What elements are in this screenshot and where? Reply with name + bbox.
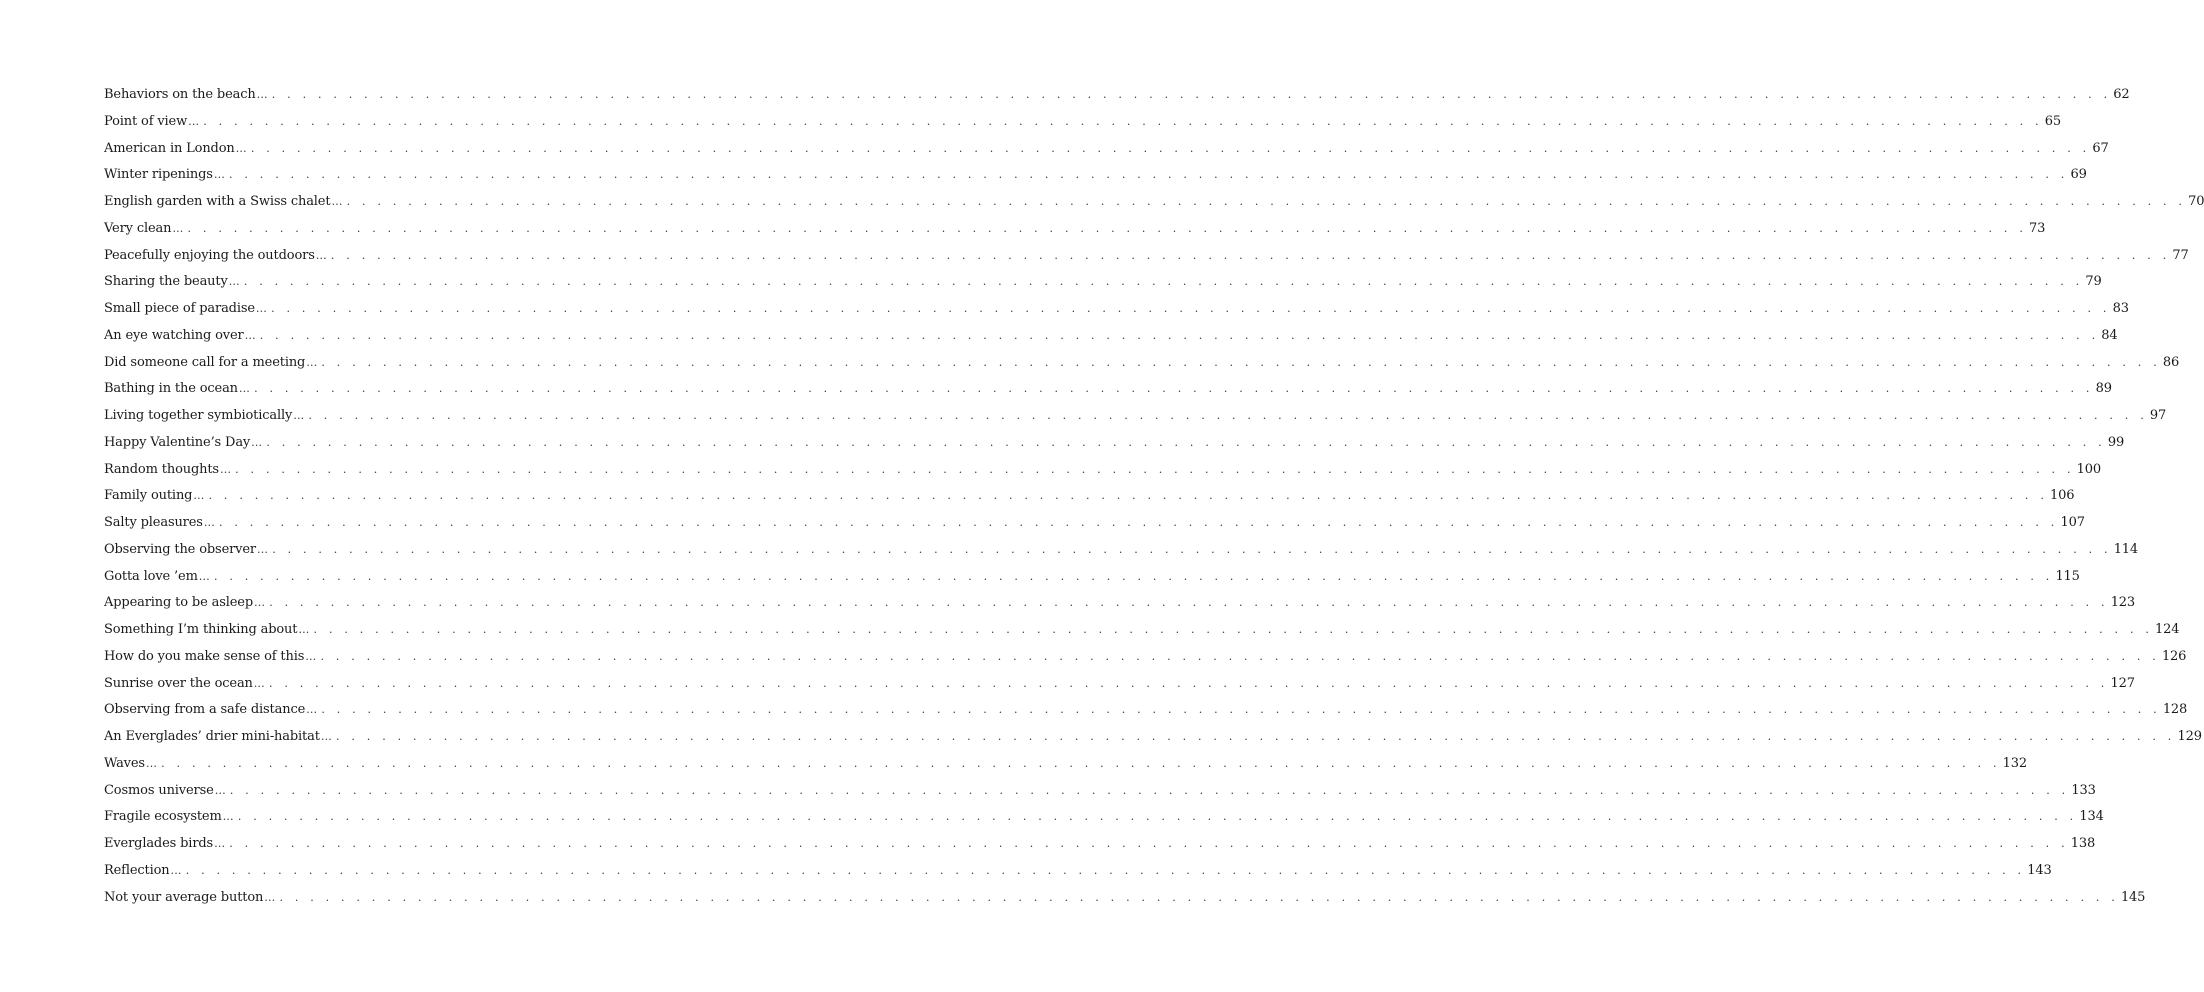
toc-entry-page-number: 128 — [2162, 702, 2188, 718]
toc-entry-page-number: 97 — [2149, 408, 2167, 423]
dot-leader: …. . . . . . . . . . . . . . . . . . . . . . . . . . . . . . . . . . . . . . . . . . . . . . . . . . . . . . . . . . . . . . . . . . . . . . . . . . . . . . . . . . . . . . . . . . . . . . . . . . . . . . . . . . . . . . . . . . . . . . . . — [244, 328, 2100, 342]
toc-entry-page-number: 77 — [2172, 247, 2189, 263]
toc-entry-page-number: 62 — [2113, 87, 2130, 102]
toc-entry-title: Salty pleasures — [104, 515, 203, 530]
toc-entry-title: Waves — [104, 755, 145, 771]
toc-entry — [104, 778, 2096, 805]
dot-leader: …. . . . . . . . . . . . . . . . . . . . . . . . . . . . . . . . . . . . . . . . . . . . . . . . . . . . . . . . . . . . . . . . . . . . . . . . . . . . . . . . . . . . . . . . . . . . . . . . . . . . . . . . . . . . . . . . . . . . . . . . — [170, 863, 2026, 877]
toc-entry-page-number: 65 — [2044, 113, 2062, 129]
dot-leader: …. . . . . . . . . . . . . . . . . . . . . . . . . . . . . . . . . . . . . . . . . . . . . . . . . . . . . . . . . . . . . . . . . . . . . . . . . . . . . . . . . . . . . . . . . . . . . . . . . . . . . . . . . . . . . . . . . . . . . . . . — [257, 542, 2112, 556]
toc-entry-page-number: 84 — [2101, 327, 2118, 343]
toc-entry-page-number: 123 — [2110, 595, 2136, 611]
dot-leader: …. . . . . . . . . . . . . . . . . . . . . . . . . . . . . . . . . . . . . . . . . . . . . . . . . . . . . . . . . . . . . . . . . . . . . . . . . . . . . . . . . . . . . . . . . . . . . . . . . . . . . . . . . . . . . . . . . . . . . . . . — [298, 623, 2154, 636]
dot-leader: …. . . . . . . . . . . . . . . . . . . . . . . . . . . . . . . . . . . . . . . . . . . . . . . . . . . . . . . . . . . . . . . . . . . . . . . . . . . . . . . . . . . . . . . . . . . . . . . . . . . . . . . . . . . . . . . . . . . . . . . . — [264, 890, 2119, 904]
dot-leader: …. . . . . . . . . . . . . . . . . . . . . . . . . . . . . . . . . . . . . . . . . . . . . . . . . . . . . . . . . . . . . . . . . . . . . . . . . . . . . . . . . . . . . . . . . . . . . . . . . . . . . . . . . . . . . . . . . . . . . . . . — [203, 516, 2059, 529]
dot-leader: …. . . . . . . . . . . . . . . . . . . . . . . . . . . . . . . . . . . . . . . . . . . . . . . . . . . . . . . . . . . . . . . . . . . . . . . . . . . . . . . . . . . . . . . . . . . . . . . . . . . . . . . . . . . . . . . . . . . . . . . . — [235, 141, 2091, 155]
dot-leader: …. . . . . . . . . . . . . . . . . . . . . . . . . . . . . . . . . . . . . . . . . . . . . . . . . . . . . . . . . . . . . . . . . . . . . . . . . . . . . . . . . . . . . . . . . . . . . . . . . . . . . . . . . . . . . . . . . . . . . . . . — [305, 649, 2160, 663]
toc-entry — [104, 376, 2112, 403]
toc-entry — [104, 858, 2052, 885]
toc-entry-title: An Everglades’ drier mini-habitat — [104, 729, 320, 744]
dot-leader: …. . . . . . . . . . . . . . . . . . . . . . . . . . . . . . . . . . . . . . . . . . . . . . . . . . . . . . . . . . . . . . . . . . . . . . . . . . . . . . . . . . . . . . . . . . . . . . . . . . . . . . . . . . . . . . . . . . . . . . . . — [293, 409, 2148, 422]
toc-entry-title: How do you make sense of this — [104, 648, 305, 664]
toc-entry-page-number: 79 — [2085, 274, 2102, 290]
dot-leader: …. . . . . . . . . . . . . . . . . . . . . . . . . . . . . . . . . . . . . . . . . . . . . . . . . . . . . . . . . . . . . . . . . . . . . . . . . . . . . . . . . . . . . . . . . . . . . . . . . . . . . . . . . . . . . . . . . . . . . . . . — [331, 195, 2187, 208]
toc-entry — [104, 697, 2188, 724]
toc-entry-page-number: 106 — [2050, 488, 2075, 504]
dot-leader: …. . . . . . . . . . . . . . . . . . . . . . . . . . . . . . . . . . . . . . . . . . . . . . . . . . . . . . . . . . . . . . . . . . . . . . . . . . . . . . . . . . . . . . . . . . . . . . . . . . . . . . . . . . . . . . . . . . . . . . . . — [315, 248, 2171, 262]
dot-leader: …. . . . . . . . . . . . . . . . . . . . . . . . . . . . . . . . . . . . . . . . . . . . . . . . . . . . . . . . . . . . . . . . . . . . . . . . . . . . . . . . . . . . . . . . . . . . . . . . . . . . . . . . . . . . . . . . . . . . . . . . — [306, 355, 2161, 369]
dot-leader: …. . . . . . . . . . . . . . . . . . . . . . . . . . . . . . . . . . . . . . . . . . . . . . . . . . . . . . . . . . . . . . . . . . . . . . . . . . . . . . . . . . . . . . . . . . . . . . . . . . . . . . . . . . . . . . . . . . . . . . . . — [222, 810, 2078, 824]
toc-entry — [104, 216, 2046, 243]
toc-entry-title: Sharing the beauty — [104, 274, 228, 290]
toc-entry-page-number: 114 — [2113, 541, 2139, 557]
toc-entry-page-number: 126 — [2161, 648, 2187, 664]
dot-leader: …. . . . . . . . . . . . . . . . . . . . . . . . . . . . . . . . . . . . . . . . . . . . . . . . . . . . . . . . . . . . . . . . . . . . . . . . . . . . . . . . . . . . . . . . . . . . . . . . . . . . . . . . . . . . . . . . . . . . . . . . — [188, 114, 2043, 128]
toc-entry-page-number: 138 — [2070, 836, 2096, 851]
toc-entry-page-number: 143 — [2027, 862, 2052, 878]
toc-entry — [104, 457, 2102, 484]
toc-entry-title: Family outing — [104, 488, 193, 504]
toc-entry — [104, 564, 2080, 591]
toc-entry-title: Did someone call for a meeting — [104, 354, 306, 370]
toc-entry — [104, 483, 2075, 510]
toc-entry-title: Random thoughts — [104, 461, 219, 477]
toc-entry — [104, 724, 2202, 751]
dot-leader: …. . . . . . . . . . . . . . . . . . . . . . . . . . . . . . . . . . . . . . . . . . . . . . . . . . . . . . . . . . . . . . . . . . . . . . . . . . . . . . . . . . . . . . . . . . . . . . . . . . . . . . . . . . . . . . . . . . . . . . . . — [145, 756, 2001, 770]
toc-entry-title: Bathing in the ocean — [104, 381, 238, 397]
dot-leader: …. . . . . . . . . . . . . . . . . . . . . . . . . . . . . . . . . . . . . . . . . . . . . . . . . . . . . . . . . . . . . . . . . . . . . . . . . . . . . . . . . . . . . . . . . . . . . . . . . . . . . . . . . . . . . . . . . . . . . . . . — [320, 730, 2176, 743]
toc-entry-title: Observing the observer — [104, 541, 256, 557]
dot-leader: …. . . . . . . . . . . . . . . . . . . . . . . . . . . . . . . . . . . . . . . . . . . . . . . . . . . . . . . . . . . . . . . . . . . . . . . . . . . . . . . . . . . . . . . . . . . . . . . . . . . . . . . . . . . . . . . . . . . . . . . . — [238, 382, 2094, 396]
toc-entry-page-number: 124 — [2155, 622, 2180, 637]
toc-entry-title: Fragile ecosystem — [104, 809, 222, 825]
toc-entry-title: Everglades birds — [104, 836, 214, 851]
dot-leader: …. . . . . . . . . . . . . . . . . . . . . . . . . . . . . . . . . . . . . . . . . . . . . . . . . . . . . . . . . . . . . . . . . . . . . . . . . . . . . . . . . . . . . . . . . . . . . . . . . . . . . . . . . . . . . . . . . . . . . . . . — [193, 489, 2049, 503]
toc-entry-page-number: 129 — [2177, 729, 2202, 744]
dot-leader: …. . . . . . . . . . . . . . . . . . . . . . . . . . . . . . . . . . . . . . . . . . . . . . . . . . . . . . . . . . . . . . . . . . . . . . . . . . . . . . . . . . . . . . . . . . . . . . . . . . . . . . . . . . . . . . . . . . . . . . . . — [228, 275, 2084, 289]
dot-leader: …. . . . . . . . . . . . . . . . . . . . . . . . . . . . . . . . . . . . . . . . . . . . . . . . . . . . . . . . . . . . . . . . . . . . . . . . . . . . . . . . . . . . . . . . . . . . . . . . . . . . . . . . . . . . . . . . . . . . . . . . — [214, 837, 2069, 850]
toc-entry — [104, 885, 2146, 912]
toc-entry-title: Appearing to be asleep — [104, 595, 253, 611]
toc-entry — [104, 537, 2139, 564]
toc-entry-title: Living together symbiotically — [104, 408, 293, 423]
toc-entry — [104, 350, 2180, 377]
dot-leader: …. . . . . . . . . . . . . . . . . . . . . . . . . . . . . . . . . . . . . . . . . . . . . . . . . . . . . . . . . . . . . . . . . . . . . . . . . . . . . . . . . . . . . . . . . . . . . . . . . . . . . . . . . . . . . . . . . . . . . . . . — [256, 88, 2112, 101]
toc-entry-title: American in London — [104, 140, 235, 156]
toc-entry-title: An eye watching over — [104, 327, 244, 343]
dot-leader: …. . . . . . . . . . . . . . . . . . . . . . . . . . . . . . . . . . . . . . . . . . . . . . . . . . . . . . . . . . . . . . . . . . . . . . . . . . . . . . . . . . . . . . . . . . . . . . . . . . . . . . . . . . . . . . . . . . . . . . . . — [214, 783, 2070, 797]
toc-entry — [104, 617, 2180, 644]
toc-entry-title: Very clean — [104, 220, 172, 236]
toc-entry-title: Happy Valentine’s Day — [104, 434, 251, 450]
toc-entry-title: Small piece of paradise — [104, 301, 255, 316]
toc-entry-title: Not your average button — [104, 889, 264, 905]
toc-entry-page-number: 134 — [2079, 809, 2104, 825]
toc-entry-page-number: 67 — [2092, 140, 2109, 156]
toc-entry-page-number: 83 — [2112, 301, 2129, 316]
toc-entry-title: Winter ripenings — [104, 167, 213, 183]
dot-leader: …. . . . . . . . . . . . . . . . . . . . . . . . . . . . . . . . . . . . . . . . . . . . . . . . . . . . . . . . . . . . . . . . . . . . . . . . . . . . . . . . . . . . . . . . . . . . . . . . . . . . . . . . . . . . . . . . . . . . . . . . — [251, 435, 2106, 449]
toc-entry-title: Reflection — [104, 862, 170, 878]
table-of-contents — [104, 82, 2204, 911]
dot-leader: …. . . . . . . . . . . . . . . . . . . . . . . . . . . . . . . . . . . . . . . . . . . . . . . . . . . . . . . . . . . . . . . . . . . . . . . . . . . . . . . . . . . . . . . . . . . . . . . . . . . . . . . . . . . . . . . . . . . . . . . . — [219, 462, 2075, 476]
toc-entry-page-number: 132 — [2002, 755, 2028, 771]
dot-leader: …. . . . . . . . . . . . . . . . . . . . . . . . . . . . . . . . . . . . . . . . . . . . . . . . . . . . . . . . . . . . . . . . . . . . . . . . . . . . . . . . . . . . . . . . . . . . . . . . . . . . . . . . . . . . . . . . . . . . . . . . — [306, 703, 2161, 717]
toc-entry-title: Something I’m thinking about — [104, 622, 298, 637]
toc-entry — [104, 323, 2118, 350]
toc-entry-page-number: 100 — [2076, 461, 2102, 477]
toc-entry-title: Behaviors on the beach — [104, 87, 256, 102]
toc-entry — [104, 243, 2189, 270]
toc-entry — [104, 590, 2136, 617]
toc-entry — [104, 403, 2167, 430]
dot-leader: …. . . . . . . . . . . . . . . . . . . . . . . . . . . . . . . . . . . . . . . . . . . . . . . . . . . . . . . . . . . . . . . . . . . . . . . . . . . . . . . . . . . . . . . . . . . . . . . . . . . . . . . . . . . . . . . . . . . . . . . . — [198, 569, 2054, 583]
toc-entry-page-number: 86 — [2162, 354, 2180, 370]
toc-entry — [104, 751, 2028, 778]
toc-entry-page-number: 107 — [2060, 515, 2085, 530]
toc-entry-page-number: 115 — [2055, 568, 2080, 584]
toc-entry-page-number: 69 — [2070, 167, 2087, 183]
toc-entry-page-number: 99 — [2107, 434, 2125, 450]
toc-entry — [104, 136, 2109, 163]
toc-entry-page-number: 89 — [2095, 381, 2112, 397]
toc-entry-title: Observing from a safe distance — [104, 702, 306, 718]
toc-entry-page-number: 70 — [2188, 194, 2204, 209]
toc-entry — [104, 671, 2135, 698]
toc-entry — [104, 804, 2104, 831]
toc-entry-title: Cosmos universe — [104, 782, 214, 798]
dot-leader: …. . . . . . . . . . . . . . . . . . . . . . . . . . . . . . . . . . . . . . . . . . . . . . . . . . . . . . . . . . . . . . . . . . . . . . . . . . . . . . . . . . . . . . . . . . . . . . . . . . . . . . . . . . . . . . . . . . . . . . . . — [213, 168, 2069, 182]
toc-entry-page-number: 127 — [2110, 675, 2135, 691]
dot-leader: …. . . . . . . . . . . . . . . . . . . . . . . . . . . . . . . . . . . . . . . . . . . . . . . . . . . . . . . . . . . . . . . . . . . . . . . . . . . . . . . . . . . . . . . . . . . . . . . . . . . . . . . . . . . . . . . . . . . . . . . . — [254, 596, 2109, 610]
dot-leader: …. . . . . . . . . . . . . . . . . . . . . . . . . . . . . . . . . . . . . . . . . . . . . . . . . . . . . . . . . . . . . . . . . . . . . . . . . . . . . . . . . . . . . . . . . . . . . . . . . . . . . . . . . . . . . . . . . . . . . . . . — [253, 676, 2109, 690]
toc-entry — [104, 189, 2204, 216]
toc-entry — [104, 162, 2087, 189]
toc-entry — [104, 296, 2129, 323]
toc-entry — [104, 644, 2187, 671]
toc-entry-title: Gotta love ’em — [104, 568, 198, 584]
toc-entry-title: Peacefully enjoying the outdoors — [104, 247, 315, 263]
toc-entry — [104, 831, 2096, 858]
toc-entry-page-number: 145 — [2120, 889, 2146, 905]
dot-leader: …. . . . . . . . . . . . . . . . . . . . . . . . . . . . . . . . . . . . . . . . . . . . . . . . . . . . . . . . . . . . . . . . . . . . . . . . . . . . . . . . . . . . . . . . . . . . . . . . . . . . . . . . . . . . . . . . . . . . . . . . — [255, 302, 2111, 315]
dot-leader: …. . . . . . . . . . . . . . . . . . . . . . . . . . . . . . . . . . . . . . . . . . . . . . . . . . . . . . . . . . . . . . . . . . . . . . . . . . . . . . . . . . . . . . . . . . . . . . . . . . . . . . . . . . . . . . . . . . . . . . . . — [172, 221, 2028, 235]
toc-entry — [104, 430, 2125, 457]
toc-entry-title: Sunrise over the ocean — [104, 675, 253, 691]
toc-entry — [104, 269, 2102, 296]
toc-entry — [104, 109, 2062, 136]
toc-entry — [104, 82, 2130, 109]
toc-entry-title: Point of view — [104, 113, 188, 129]
toc-entry-title: English garden with a Swiss chalet — [104, 194, 331, 209]
toc-entry — [104, 510, 2085, 537]
toc-entry-page-number: 73 — [2029, 220, 2046, 236]
toc-entry-page-number: 133 — [2071, 782, 2096, 798]
